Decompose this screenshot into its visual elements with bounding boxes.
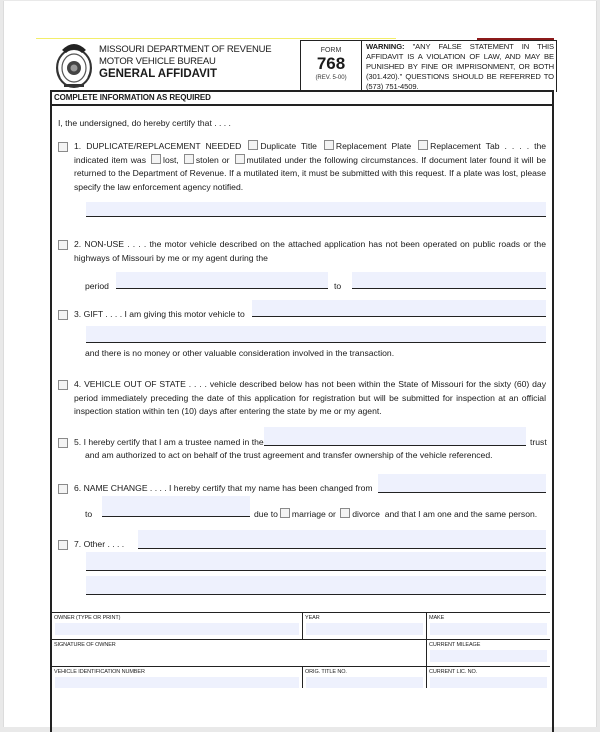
due-to-label: due to bbox=[254, 509, 278, 519]
gift-recipient-field[interactable] bbox=[252, 300, 546, 317]
vehicle-owner-table bbox=[52, 612, 550, 688]
form-revision: (REV. 5-00) bbox=[315, 75, 347, 81]
lic-no-field[interactable] bbox=[430, 677, 547, 688]
period-from-field[interactable] bbox=[116, 272, 328, 289]
form-number-box bbox=[300, 40, 362, 91]
vin-label: VEHICLE IDENTIFICATION NUMBER bbox=[54, 669, 145, 675]
divorce-label: divorce bbox=[352, 509, 380, 519]
item-duplicate-replacement bbox=[52, 140, 550, 220]
department-block bbox=[99, 44, 271, 80]
intro-text: I, the undersigned, do hereby certify that . . . . bbox=[58, 118, 231, 128]
section-heading: COMPLETE INFORMATION AS REQUIRED bbox=[52, 92, 552, 106]
make-field[interactable] bbox=[430, 623, 547, 635]
mileage-field[interactable] bbox=[430, 650, 547, 662]
year-field[interactable] bbox=[306, 623, 423, 635]
item-4-checkbox[interactable] bbox=[58, 380, 68, 390]
item-text: . . . . the bbox=[504, 141, 547, 151]
warning-label: WARNING: bbox=[366, 42, 405, 51]
item-1-checkbox[interactable] bbox=[58, 142, 68, 152]
title-no-cell[interactable] bbox=[302, 667, 426, 688]
lic-no-label: CURRENT LIC. NO. bbox=[429, 669, 478, 675]
item-text: Other . . . . bbox=[83, 539, 125, 549]
trust-name-field[interactable] bbox=[264, 427, 526, 446]
item-trustee bbox=[52, 436, 550, 466]
signature-cell[interactable] bbox=[52, 640, 426, 666]
item-text: NAME CHANGE . . . . I hereby certify that my name has been changed from bbox=[83, 483, 373, 493]
item-number: 4. bbox=[74, 379, 82, 389]
affidavit-body bbox=[50, 90, 554, 732]
item-number: 2. bbox=[74, 239, 82, 249]
lost-checkbox[interactable] bbox=[151, 154, 161, 164]
new-name-field[interactable] bbox=[102, 496, 250, 517]
title-no-label: ORIG. TITLE NO. bbox=[305, 669, 347, 675]
other-field-2[interactable] bbox=[86, 552, 546, 571]
due-to-group bbox=[254, 508, 537, 522]
item-text: GIFT . . . . I am giving this motor vehicle to bbox=[83, 309, 245, 319]
item-number: 5. bbox=[74, 437, 82, 447]
table-row bbox=[52, 613, 550, 640]
form-number: 768 bbox=[316, 54, 346, 73]
period-to-field[interactable] bbox=[352, 272, 546, 289]
item-non-use bbox=[52, 238, 550, 298]
item-vehicle-out-of-state bbox=[52, 378, 550, 422]
title-no-field[interactable] bbox=[306, 677, 423, 688]
stolen-label: stolen or bbox=[195, 154, 230, 165]
year-cell[interactable] bbox=[302, 613, 426, 639]
warning-box bbox=[361, 40, 557, 92]
form-title: GENERAL AFFIDAVIT bbox=[99, 68, 217, 80]
replacement-tab-label: Replacement Tab bbox=[430, 141, 500, 151]
item-text: VEHICLE OUT OF STATE . . . . vehicle described below has not been within the State of Missouri for the sixty (60) day period immediately preceding the date of this application for registration but will be submitted for inspection at an official inspection station within ten (10) days after entering the state by me or my agent. bbox=[74, 379, 546, 416]
department-name: MISSOURI DEPARTMENT OF REVENUE bbox=[99, 44, 272, 55]
document-page bbox=[3, 1, 597, 727]
item-text: and that I am one and the same person. bbox=[384, 509, 538, 519]
owner-cell[interactable] bbox=[52, 613, 302, 639]
item-number: 1. bbox=[74, 141, 82, 151]
item-text: and there is no money or other valuable consideration involved in the transaction. bbox=[85, 348, 395, 358]
other-field-3[interactable] bbox=[86, 576, 546, 595]
bureau-name: MOTOR VEHICLE BUREAU bbox=[99, 56, 216, 67]
vin-cell[interactable] bbox=[52, 667, 302, 688]
mileage-label: CURRENT MILEAGE bbox=[429, 642, 481, 648]
gift-recipient-field-2[interactable] bbox=[86, 326, 546, 343]
to-label: to bbox=[85, 509, 93, 519]
make-label: MAKE bbox=[429, 615, 445, 621]
item-title: DUPLICATE/REPLACEMENT NEEDED bbox=[86, 141, 242, 151]
to-label: to bbox=[334, 281, 342, 291]
item-other bbox=[52, 538, 550, 608]
owner-field[interactable] bbox=[55, 623, 299, 635]
period-label: period bbox=[85, 281, 109, 291]
divorce-checkbox[interactable] bbox=[340, 508, 350, 518]
year-label: YEAR bbox=[305, 615, 320, 621]
make-cell[interactable] bbox=[426, 613, 550, 639]
table-row bbox=[52, 640, 550, 667]
item-text: indicated item was bbox=[74, 154, 146, 165]
replacement-plate-checkbox[interactable] bbox=[324, 140, 334, 150]
item-text: under the following circumstances. If document later found it will be returned to the Department of Revenue. If a mutilated item, it must be submitted with this request. If a plate was lost, please specify the law enforcement agency notified. bbox=[74, 154, 547, 192]
mileage-cell[interactable] bbox=[426, 640, 550, 666]
replacement-tab-checkbox[interactable] bbox=[418, 140, 428, 150]
top-rule-yellow bbox=[36, 38, 396, 39]
marriage-label: marriage or bbox=[291, 509, 336, 519]
form-label: FORM bbox=[320, 47, 342, 54]
item-3-checkbox[interactable] bbox=[58, 310, 68, 320]
former-name-field[interactable] bbox=[378, 474, 546, 493]
marriage-checkbox[interactable] bbox=[280, 508, 290, 518]
trust-label: trust bbox=[530, 437, 547, 447]
item-text: I hereby certify that I am a trustee named in the bbox=[83, 437, 264, 447]
item-number: 6. bbox=[74, 483, 82, 493]
vin-field[interactable] bbox=[55, 677, 299, 688]
warning-text: "ANY FALSE STATEMENT IN THIS AFFIDAVIT IS A VIOLATION OF LAW, AND MAY BE PUNISHED BY FINE OR IMPRISONMENT, OR BOTH (301.420)." QUESTIONS SHOULD BE REFERRED TO (573) 751-4509. bbox=[366, 42, 554, 91]
item-text: NON-USE . . . . the motor vehicle described on the attached application has not been operated on public roads or the highways of Missouri by me or my agent during the bbox=[74, 239, 546, 263]
item-number: 7. bbox=[74, 539, 82, 549]
stolen-checkbox[interactable] bbox=[184, 154, 194, 164]
mutilated-label: mutilated bbox=[246, 154, 282, 165]
owner-label: OWNER (TYPE OR PRINT) bbox=[54, 615, 121, 621]
duplicate-title-label: Duplicate Title bbox=[260, 141, 317, 151]
lost-label: lost, bbox=[163, 154, 179, 165]
replacement-plate-label: Replacement Plate bbox=[335, 141, 412, 151]
form-header bbox=[48, 40, 553, 90]
duplicate-title-checkbox[interactable] bbox=[248, 140, 258, 150]
agency-notified-field[interactable] bbox=[86, 202, 546, 217]
signature-label: SIGNATURE OF OWNER bbox=[54, 642, 116, 648]
item-number: 3. bbox=[74, 309, 82, 319]
item-2-checkbox[interactable] bbox=[58, 240, 68, 250]
table-row bbox=[52, 667, 550, 688]
item-6-checkbox[interactable] bbox=[58, 484, 68, 494]
item-text: and am authorized to act on behalf of the trust agreement and transfer ownership of the vehicle referenced. bbox=[85, 450, 493, 460]
lic-no-cell[interactable] bbox=[426, 667, 550, 688]
other-field-1[interactable] bbox=[138, 530, 546, 549]
item-7-checkbox[interactable] bbox=[58, 540, 68, 550]
missouri-state-seal-icon bbox=[54, 40, 94, 90]
item-gift bbox=[52, 308, 550, 368]
item-name-change bbox=[52, 482, 550, 522]
mutilated-checkbox[interactable] bbox=[235, 154, 245, 164]
item-5-checkbox[interactable] bbox=[58, 438, 68, 448]
